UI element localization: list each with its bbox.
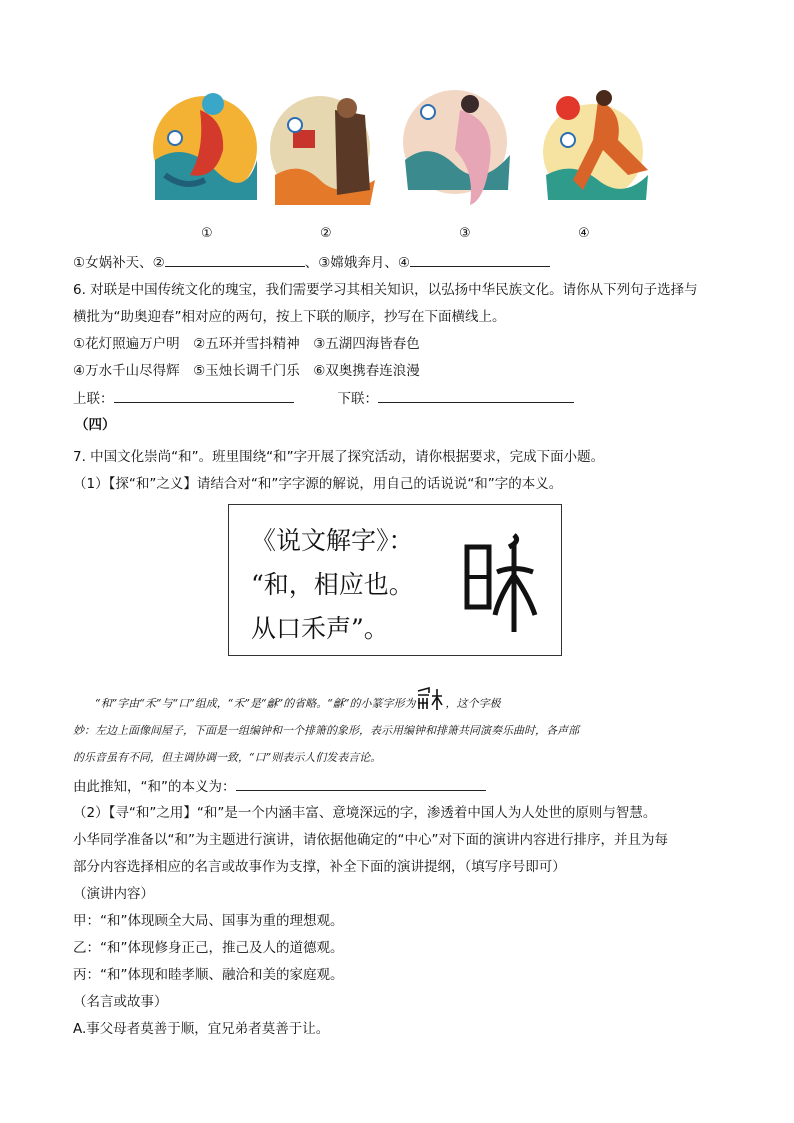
pin-2-artwork: [265, 80, 385, 210]
note-line3: 的乐音虽有不同，但主调协调一致，“口”则表示人们发表言论。: [73, 751, 382, 764]
seal-script-he-icon: [459, 527, 539, 637]
content-item-bing: 丙：“和”体现和睦孝顺、融洽和美的家庭观。: [73, 967, 344, 983]
content-item-jia: 甲：“和”体现顾全大局、国事为重的理想观。: [73, 913, 344, 929]
quotes-heading: （名言或故事）: [73, 994, 168, 1010]
q7-intro: 7. 中国文化崇尚“和”。班里围绕“和”字开展了探究活动，请你根据要求，完成下面小题。: [73, 449, 605, 465]
q7-sub2-line2: 小华同学准备以“和”为主题进行演讲，请依据他确定的“中心”对下面的演讲内容进行排序，并且为每: [73, 832, 668, 848]
pin-label-4: ④: [578, 226, 590, 241]
pin-image-2: [265, 80, 385, 210]
q5-prefix: ①女娲补天、②: [73, 255, 165, 271]
infer-blank[interactable]: [236, 777, 486, 791]
content-item-yi: 乙：“和”体现修身正己，推己及人的道德观。: [73, 940, 344, 956]
pin-image-1: [145, 80, 265, 210]
pin-image-3: [400, 80, 520, 210]
etymology-note: [73, 687, 723, 771]
pin-4-artwork: [538, 80, 658, 210]
lower-couplet-label: 下联：: [337, 391, 378, 407]
infer-label: 由此推知，“和”的本义为：: [73, 779, 236, 795]
q7-sub1: （1）【探“和”之义】请结合对“和”字字源的解说，用自己的话说说“和”字的本义。: [73, 476, 563, 492]
q5-answer-line: [73, 253, 550, 272]
q7-sub2-line1: （2）【寻“和”之用】“和”是一个内涵丰富、意境深远的字，渗透着中国人为人处世的原则与智慧。: [73, 805, 657, 821]
q6-options-row2: ④万水千山尽得辉 ⑤玉烛长调千门乐 ⑥双奥携春连浪漫: [73, 363, 420, 379]
infer-line: [73, 777, 486, 796]
pin-label-2: ②: [320, 226, 332, 241]
shuowen-line2: “和，相应也。: [251, 570, 414, 599]
upper-couplet-label: 上联：: [73, 391, 114, 407]
q6-answer-line: [73, 389, 574, 408]
q6-prompt-line1: 6. 对联是中国传统文化的瑰宝，我们需要学习其相关知识，以弘扬中华民族文化。请你从下列句子选择与: [73, 282, 698, 298]
q5-mid: 、③嫦娥奔月、④: [304, 255, 410, 271]
pin-label-3: ③: [459, 226, 471, 241]
quote-a: A.事父母者莫善于顺，宜兄弟者莫善于让。: [73, 1021, 330, 1037]
q6-options-row1: ①花灯照遍万户明 ②五环并雪抖精神 ③五湖四海皆春色: [73, 336, 420, 352]
content-heading: （演讲内容）: [73, 886, 154, 902]
q6-prompt-line2: 横批为“助奥迎春”相对应的两句，按上下联的顺序，抄写在下面横线上。: [73, 309, 506, 325]
pin-image-4: [538, 80, 658, 210]
pin-1-artwork: [145, 80, 265, 210]
upper-couplet-blank[interactable]: [114, 389, 294, 403]
shuowen-box: [228, 504, 562, 656]
pin-label-1: ①: [201, 226, 213, 241]
shuowen-line3: 从口禾声”。: [251, 614, 389, 643]
shuowen-line1: 《说文解字》：: [251, 526, 414, 555]
q7-sub2-line3: 部分内容选择相应的名言或故事作为支撑，补全下面的演讲提纲，（填写序号即可）: [73, 859, 566, 875]
q5-blank-4[interactable]: [410, 253, 550, 267]
q5-blank-2[interactable]: [165, 253, 305, 267]
pin-3-artwork: [400, 80, 520, 210]
note-line2: 妙：左边上面像间屋子，下面是一组编钟和一个排箫的象形，表示用编钟和排箫共同演奏乐曲时，各声部: [73, 724, 579, 737]
section-heading: （四）: [75, 417, 116, 433]
note-line1b: ，这个字极: [445, 697, 501, 710]
seal-script-he-variant-icon: [415, 687, 445, 711]
lower-couplet-blank[interactable]: [378, 389, 574, 403]
note-line1a: “和”字由“禾”与“口”组成，“禾”是“龢”的省略。“龢”的小篆字形为: [95, 697, 416, 710]
